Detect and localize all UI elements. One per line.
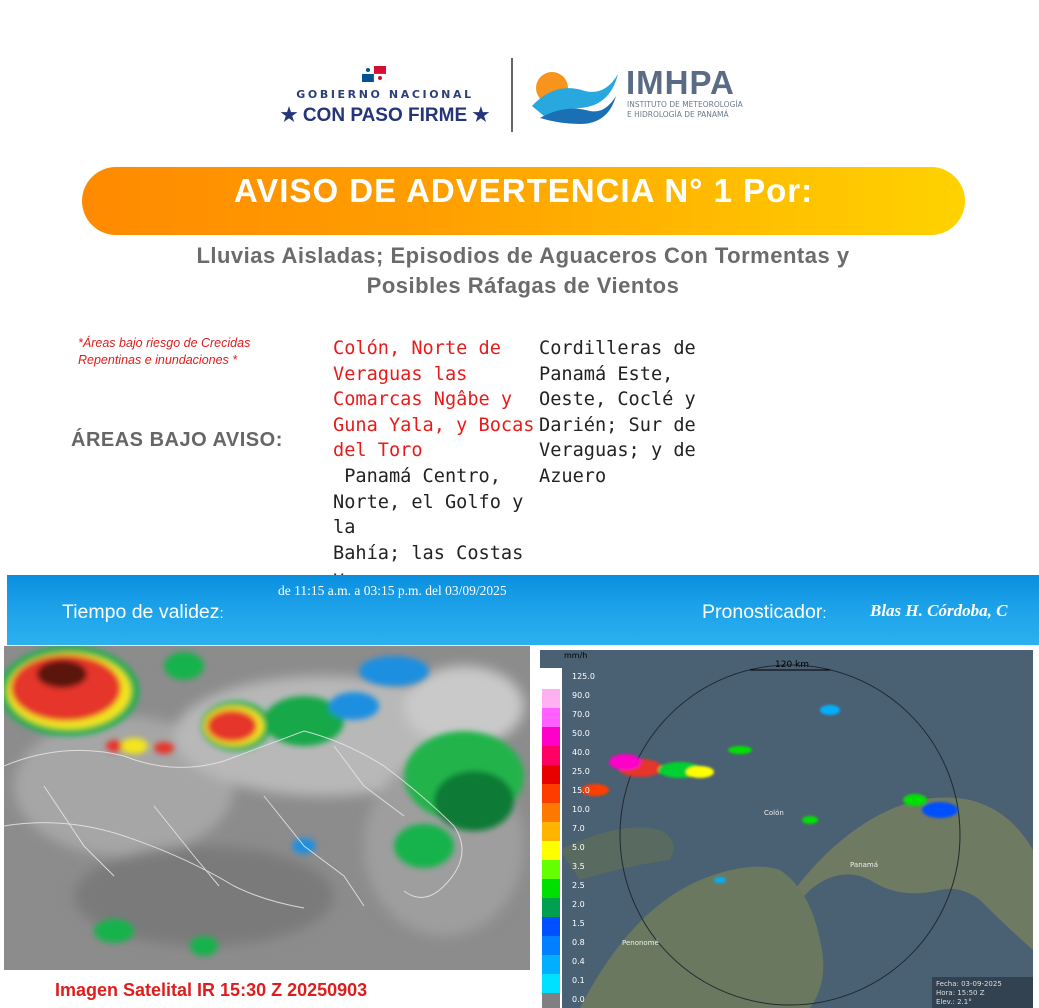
- scale-swatch: [542, 879, 560, 898]
- scale-label: 0.8: [572, 938, 585, 947]
- scale-swatch: [542, 689, 560, 708]
- city-colon: Colón: [764, 809, 784, 817]
- scale-swatch: [542, 670, 560, 689]
- scale-label: 3.5: [572, 862, 585, 871]
- scale-label: 1.5: [572, 919, 585, 928]
- forecaster-name: Blas H. Córdoba, C: [870, 601, 1008, 620]
- scale-swatch: [542, 746, 560, 765]
- scale-swatch: [542, 974, 560, 993]
- satellite-image: [4, 646, 530, 970]
- agency-sub-line1: INSTITUTO DE METEOROLOGÍA: [627, 100, 743, 109]
- imhpa-logo-icon: [530, 66, 620, 126]
- scale-label: 10.0: [572, 805, 590, 814]
- radar-image: [540, 650, 1033, 1008]
- risk-area-line: Guna Yala, y Bocas: [333, 414, 535, 436]
- scale-swatch: [542, 765, 560, 784]
- scale-label: 0.0: [572, 995, 585, 1004]
- warning-subtitle: [100, 241, 946, 301]
- area-line: Bahía; las Costas: [333, 542, 524, 564]
- validity-range: de 11:15 a.m. a 03:15 p.m. del 03/09/2025: [278, 583, 507, 598]
- gov-slogan: ★ CON PASO FIRME ★: [280, 105, 490, 126]
- scale-label: 2.0: [572, 900, 585, 909]
- scale-swatch: [542, 784, 560, 803]
- area-line: Norte, el Golfo y la: [333, 491, 524, 538]
- risk-area-line: Colón, Norte de: [333, 338, 501, 359]
- agency-name: IMHPA: [626, 64, 735, 101]
- risk-note-line1: *Áreas bajo riesgo de Crecidas: [78, 336, 251, 350]
- scale-swatch: [542, 993, 560, 1008]
- risk-note: [78, 335, 308, 369]
- header-divider: [511, 58, 513, 132]
- validity-label-text: Tiempo de validez: [62, 601, 220, 623]
- scale-label: 50.0: [572, 729, 590, 738]
- areas-label: ÁREAS BAJO AVISO:: [71, 429, 283, 451]
- radar-elev: Elev.: 2.1°: [936, 998, 972, 1006]
- risk-area-line: Comarcas Ngâbe y: [333, 389, 513, 410]
- scale-swatch: [542, 727, 560, 746]
- agency-sub-line2: E HIDROLOGÍA DE PANAMÁ: [627, 110, 729, 119]
- scale-swatch: [542, 708, 560, 727]
- scale-label: 0.4: [572, 957, 585, 966]
- scale-swatch: [542, 936, 560, 955]
- gov-line1: GOBIERNO NACIONAL: [296, 88, 474, 101]
- scale-swatch: [542, 803, 560, 822]
- area-line: Oeste, Coclé y: [539, 389, 696, 410]
- city-panama: Panamá: [850, 861, 879, 869]
- subtitle-line1: Lluvias Aisladas; Episodios de Aguaceros Con Tormentas y: [196, 243, 850, 268]
- scale-swatch: [542, 917, 560, 936]
- scale-swatch: [542, 898, 560, 917]
- gov-line2: [280, 104, 490, 127]
- scale-label: 70.0: [572, 710, 590, 719]
- area-line: Veraguas; y de: [539, 440, 696, 461]
- forecaster-colon: :: [822, 605, 827, 622]
- city-penonome: Penonomé: [622, 939, 659, 947]
- warning-title: AVISO DE ADVERTENCIA N° 1 Por:: [233, 172, 814, 209]
- agency-subtitle: [627, 100, 767, 120]
- validity-label: [62, 601, 224, 624]
- area-line: Darién; Sur de: [539, 414, 696, 436]
- scale-swatch: [542, 860, 560, 879]
- area-line: Panamá Este,: [539, 363, 674, 385]
- radar-range-label: 120 km: [775, 660, 810, 670]
- scale-label: 125.0: [572, 672, 595, 681]
- risk-areas: [333, 336, 543, 464]
- radar-time: Hora: 15:50 Z: [936, 989, 985, 997]
- validity-colon: :: [219, 605, 224, 622]
- risk-area-line: Veraguas las: [333, 363, 468, 385]
- area-line: Azuero: [539, 465, 607, 487]
- radar-unit: mm/h: [564, 651, 588, 660]
- scale-label: 25.0: [572, 767, 590, 776]
- risk-area-line: del Toro: [333, 440, 423, 461]
- warning-areas-col2: [539, 336, 709, 489]
- scale-label: 5.0: [572, 843, 585, 852]
- scale-label: 2.5: [572, 881, 585, 890]
- scale-label: 90.0: [572, 691, 590, 700]
- forecaster-label: [702, 601, 827, 624]
- risk-note-line2: Repentinas e inundaciones *: [78, 353, 238, 367]
- scale-swatch: [542, 955, 560, 974]
- scale-swatch: [542, 841, 560, 860]
- panama-flag-icon: [362, 66, 386, 82]
- scale-label: 7.0: [572, 824, 585, 833]
- area-line: Cordilleras de: [539, 338, 696, 359]
- scale-swatch: [542, 822, 560, 841]
- scale-label: 0.1: [572, 976, 585, 985]
- scale-label: 40.0: [572, 748, 590, 757]
- scale-label: 15.0: [572, 786, 590, 795]
- subtitle-line2: Posibles Ráfagas de Vientos: [366, 273, 680, 298]
- radar-date: Fecha: 03-09-2025: [936, 980, 1002, 988]
- warning-areas-col1: [333, 464, 543, 592]
- satellite-caption: Imagen Satelital IR 15:30 Z 20250903: [55, 980, 368, 1000]
- area-line: Panamá Centro,: [333, 466, 501, 487]
- forecaster-label-text: Pronosticador: [702, 601, 823, 623]
